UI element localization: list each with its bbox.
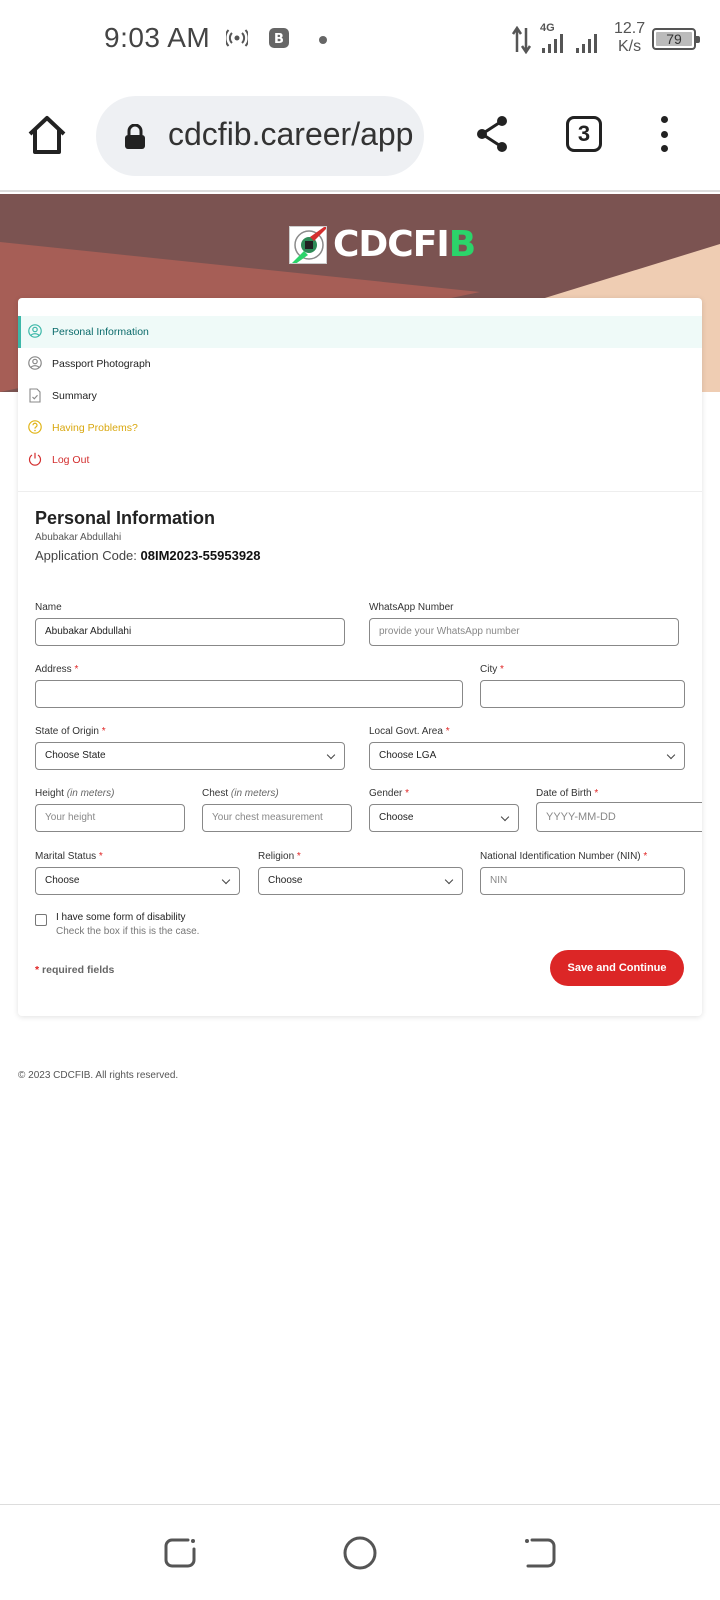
coat-of-arms-icon [289,226,327,264]
applicant-name: Abubakar Abdullahi [35,532,122,543]
sidebar-item-having-problems[interactable] [18,412,702,444]
application-code: Application Code: 08IM2023-55953928 [35,548,261,563]
hotspot-icon [226,28,248,48]
status-time: 9:03 AM [104,22,211,53]
sidebar-item-log-out[interactable] [18,444,702,476]
home-nav-icon[interactable] [342,1535,378,1571]
chest-input[interactable]: Your chest measurement [202,804,352,832]
battery-icon [652,28,696,50]
required-fields-note: * required fields [35,964,115,976]
svg-text:B: B [274,32,284,47]
dob-label: Date of Birth * [536,788,599,799]
sidebar-item-personal-information[interactable] [18,316,702,348]
sidebar-nav [18,298,702,492]
whatsapp-input[interactable]: provide your WhatsApp number [369,618,679,646]
overflow-menu-icon[interactable] [660,116,668,152]
document-check-icon [28,388,42,403]
sidebar-item-label: Having Problems? [52,422,138,434]
city-label: City * [480,664,504,675]
state-select[interactable]: Choose State [35,742,345,770]
address-input[interactable] [35,680,463,708]
tab-switcher-button[interactable]: 3 [566,116,602,152]
state-label: State of Origin * [35,726,106,737]
recent-apps-icon[interactable] [162,1535,198,1571]
data-transfer-icon [512,26,532,54]
user-circle-icon [28,324,42,338]
religion-label: Religion * [258,851,301,862]
sidebar-item-label: Summary [52,390,97,402]
name-input[interactable]: Abubakar Abdullahi [35,618,345,646]
name-label: Name [35,602,62,613]
user-circle-icon [28,356,42,370]
app-notification-icon [268,27,290,49]
city-input[interactable] [480,680,685,708]
url-text[interactable]: cdcfib.career/app [168,116,414,152]
speed-unit: K/s [618,38,642,55]
cdcfib-logo [289,224,475,265]
home-icon[interactable] [26,114,68,156]
lock-icon [124,124,146,150]
sidebar-item-passport-photograph[interactable] [18,348,702,380]
sidebar-item-summary[interactable] [18,380,702,412]
nin-input[interactable]: NIN [480,867,685,895]
form-title: Personal Information [35,508,216,528]
battery-level: 79 [656,32,692,46]
height-input[interactable]: Your height [35,804,185,832]
dob-input[interactable]: YYYY-MM-DD [536,802,702,832]
sidebar-item-label: Log Out [52,454,90,466]
back-nav-icon[interactable] [522,1535,558,1571]
status-bar [0,0,720,80]
address-label: Address * [35,664,79,675]
browser-toolbar [0,80,720,192]
whatsapp-label: WhatsApp Number [369,602,454,613]
address-bar[interactable] [96,96,424,176]
application-card [18,298,702,1016]
power-icon [28,452,42,466]
help-circle-icon [28,420,42,434]
logo-wordmark: CDCFIB [333,224,476,265]
gender-label: Gender * [369,788,410,799]
chest-label: Chest (in meters) [202,788,279,799]
copyright-footer: © 2023 CDCFIB. All rights reserved. [18,1070,179,1081]
lga-select[interactable]: Choose LGA [369,742,685,770]
save-and-continue-button[interactable]: Save and Continue [550,950,684,986]
marital-select[interactable]: Choose [35,867,240,895]
sidebar-item-label: Personal Information [52,326,149,338]
marital-label: Marital Status * [35,851,103,862]
signal-bars-icon [540,32,610,54]
gender-select[interactable]: Choose [369,804,519,832]
system-nav-bar [0,1504,720,1600]
disability-label[interactable]: I have some form of disability [56,912,186,923]
sidebar-item-label: Passport Photograph [52,358,151,370]
disability-help: Check the box if this is the case. [56,926,200,937]
network-speed [614,20,645,56]
notification-dot-icon [318,35,328,45]
lga-label: Local Govt. Area * [369,726,450,737]
religion-select[interactable]: Choose [258,867,463,895]
height-label: Height (in meters) [35,788,115,799]
disability-checkbox[interactable] [35,914,47,926]
speed-value: 12.7 [614,20,646,37]
share-icon[interactable] [474,114,510,154]
nin-label: National Identification Number (NIN) * [480,851,648,862]
network-type: 4G [540,22,555,34]
